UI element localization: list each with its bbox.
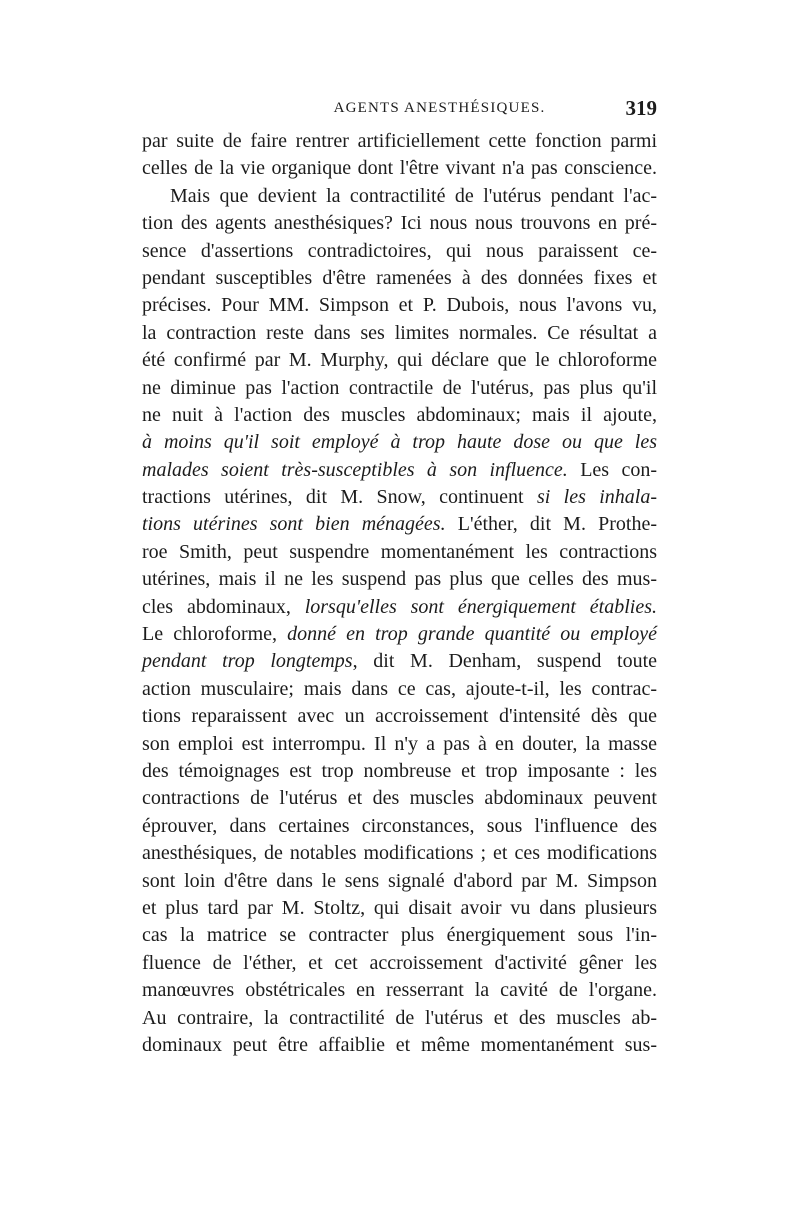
page-number: 319 — [625, 96, 657, 120]
text-line: été confirmé par M. Murphy, qui déclare que le chloroforme — [142, 349, 657, 372]
text-line: pendant susceptibles d'être ramenées à des données fixes et — [142, 266, 657, 289]
text-line: tractions utérines, dit M. Snow, continuent si les inhala- — [142, 486, 657, 509]
text-line: son emploi est interrompu. Il n'y a pas à en douter, la masse — [142, 732, 657, 755]
text-line: précises. Pour MM. Simpson et P. Dubois, nous l'avons vu, — [142, 294, 657, 317]
body-text — [142, 128, 657, 1059]
text-line: anesthésiques, de notables modifications ; et ces modifications — [142, 842, 657, 865]
text-line: Le chloroforme, donné en trop grande quantité ou employé — [142, 623, 657, 646]
text-line: par suite de faire rentrer artificiellement cette fonction parmi — [142, 130, 657, 152]
running-header — [142, 96, 657, 128]
text-line: contractions de l'utérus et des muscles abdominaux peuvent — [142, 787, 657, 810]
text-line: fluence de l'éther, et cet accroissement d'activité gêner les — [142, 951, 657, 974]
text-line: et plus tard par M. Stoltz, qui disait avoir vu dans plusieurs — [142, 896, 657, 919]
text-line: dominaux peut être affaiblie et même momentanément sus- — [142, 1033, 657, 1056]
text-line: malades soient très-susceptibles à son influence. Les con- — [142, 458, 657, 481]
text-line: celles de la vie organique dont l'être vivant n'a pas conscience. — [142, 157, 657, 180]
text-line: sence d'assertions contradictoires, qui nous paraissent ce- — [142, 239, 657, 262]
text-line: tions utérines sont bien ménagées. L'éther, dit M. Prothe- — [142, 513, 657, 536]
text-line: tion des agents anesthésiques? Ici nous nous trouvons en pré- — [142, 212, 657, 235]
text-line: utérines, mais il ne les suspend pas plus que celles des mus- — [142, 568, 657, 591]
text-line: la contraction reste dans ses limites normales. Ce résultat a — [142, 321, 657, 344]
text-line: Mais que devient la contractilité de l'utérus pendant l'ac- — [170, 184, 657, 207]
book-page — [142, 96, 657, 1059]
text-line: roe Smith, peut suspendre momentanément les contractions — [142, 540, 657, 563]
text-line: cles abdominaux, lorsqu'elles sont énergiquement établies. — [142, 595, 658, 618]
text-line: éprouver, dans certaines circonstances, sous l'influence des — [142, 814, 657, 837]
text-line: pendant trop longtemps, dit M. Denham, suspend toute — [142, 650, 658, 673]
text-line: ne nuit à l'action des muscles abdominaux; mais il ajoute, — [142, 403, 657, 426]
running-title: AGENTS ANESTHÉSIQUES. — [333, 100, 546, 116]
text-line: action musculaire; mais dans ce cas, ajoute-t-il, les contrac- — [142, 677, 657, 700]
text-line: manœuvres obstétricales en resserrant la cavité de l'organe. — [142, 979, 657, 1002]
text-line: sont loin d'être dans le sens signalé d'abord par M. Simpson — [142, 869, 657, 892]
text-line: des témoignages est trop nombreuse et trop imposante : les — [142, 759, 657, 782]
text-line: tions reparaissent avec un accroissement d'intensité dès que — [142, 705, 657, 728]
text-line: à moins qu'il soit employé à trop haute dose ou que les — [142, 431, 657, 454]
text-line: ne diminue pas l'action contractile de l'utérus, pas plus qu'il — [142, 376, 657, 399]
text-line: cas la matrice se contracter plus énergiquement sous l'in- — [142, 924, 657, 947]
text-line: Au contraire, la contractilité de l'utérus et des muscles ab- — [142, 1006, 657, 1029]
